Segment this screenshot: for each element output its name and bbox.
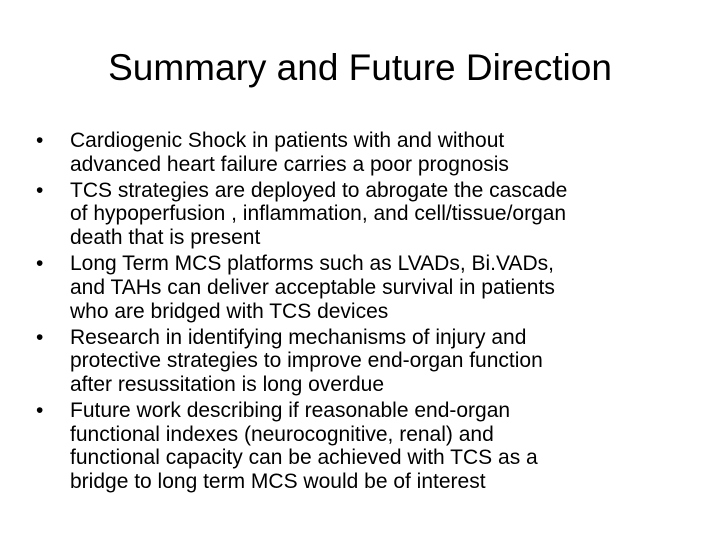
- bullet-line: protective strategies to improve end-organ function: [70, 349, 543, 373]
- bullet-line: functional indexes (neurocognitive, renal) and: [70, 422, 494, 446]
- bullet-dot-icon: •: [36, 129, 44, 152]
- bullet-dot-icon: •: [36, 399, 44, 423]
- bullet-line: bridge to long term MCS would be of interest: [70, 470, 486, 494]
- bullet-line: Cardiogenic Shock in patients with and without: [70, 129, 505, 152]
- bullet-line: Research in identifying mechanisms of injury and: [70, 325, 527, 349]
- bullet-line: and TAHs can deliver acceptable survival in patients: [70, 275, 555, 299]
- bullet-line: functional capacity can be achieved with TCS as a: [70, 446, 538, 470]
- bullet-line: Long Term MCS platforms such as LVADs, Bi.VADs,: [70, 252, 554, 276]
- bullet-line: Future work describing if reasonable end-organ: [70, 399, 511, 423]
- bullet-line: death that is present: [70, 226, 261, 250]
- bullet-dot-icon: •: [36, 178, 44, 202]
- slide-title: Summary and Future Direction: [108, 47, 612, 88]
- bullet-dot-icon: •: [36, 325, 44, 349]
- bullet-line: advanced heart failure carries a poor prognosis: [70, 152, 509, 176]
- bullet-item: [36, 399, 688, 493]
- bullet-line: who are bridged with TCS devices: [70, 299, 389, 323]
- bullet-list: [36, 129, 688, 496]
- bullet-item: [36, 129, 688, 176]
- bullet-line: TCS strategies are deployed to abrogate the cascade: [70, 178, 568, 202]
- bullet-line: after resussitation is long overdue: [70, 373, 385, 396]
- bullet-line: of hypoperfusion , inflammation, and cell/tissue/organ: [70, 202, 567, 226]
- bullet-item: [36, 252, 688, 323]
- bullet-item: [36, 326, 688, 397]
- bullet-item: [36, 179, 688, 250]
- bullet-dot-icon: •: [36, 252, 44, 276]
